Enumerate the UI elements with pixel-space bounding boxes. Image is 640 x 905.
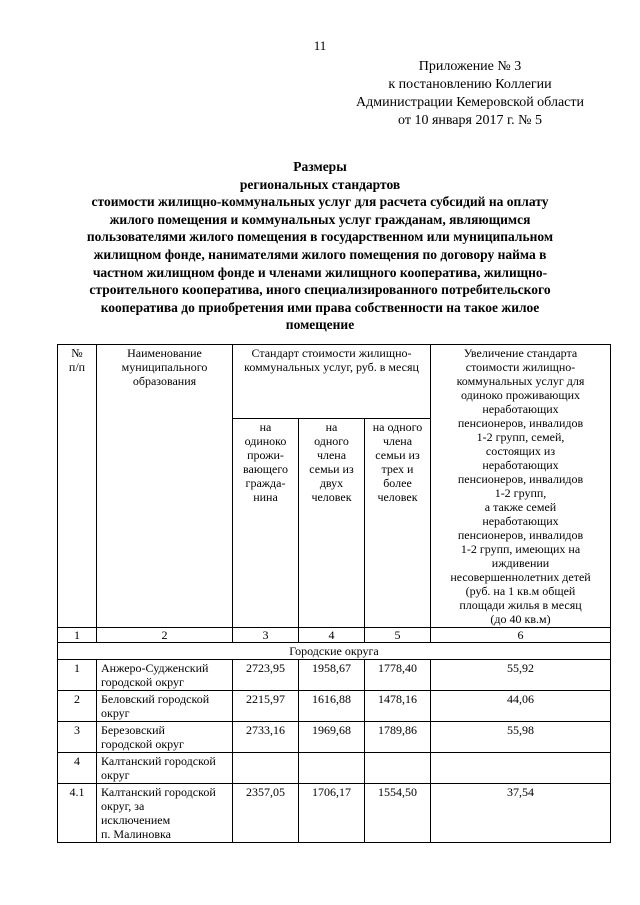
appendix-line: от 10 января 2017 г. № 5 bbox=[398, 113, 542, 128]
title-line: региональных стандартов bbox=[239, 176, 401, 192]
row-value-three bbox=[365, 753, 431, 784]
table-row bbox=[58, 660, 611, 691]
column-index-row bbox=[58, 628, 611, 643]
header-sub-single: на одиноко прожи- вающего гражда- нина bbox=[233, 419, 299, 628]
row-name: Беловский городской округ bbox=[97, 691, 233, 722]
row-value-two: 1969,68 bbox=[299, 722, 365, 753]
appendix-line: к постановлению Коллегии bbox=[388, 77, 552, 92]
appendix-line: Администрации Кемеровской области bbox=[356, 95, 584, 110]
row-increase: 44,06 bbox=[431, 691, 611, 722]
title-line: жилого помещения и коммунальных услуг гражданам, являющимся bbox=[109, 211, 531, 227]
row-name: Березовский городской округ bbox=[97, 722, 233, 753]
header-sub-three: на одного члена семьи из трех и более человек bbox=[365, 419, 431, 628]
row-value-single: 2357,05 bbox=[233, 784, 299, 843]
column-index: 2 bbox=[97, 628, 233, 643]
row-value-single bbox=[233, 753, 299, 784]
row-increase: 37,54 bbox=[431, 784, 611, 843]
row-num: 4 bbox=[58, 753, 97, 784]
row-value-single: 2733,16 bbox=[233, 722, 299, 753]
row-value-two bbox=[299, 753, 365, 784]
row-name: Калтанский городской округ, за исключением п. Малиновка bbox=[97, 784, 233, 843]
title-line: жилищном фонде, нанимателями жилого помещения по договору найма в bbox=[93, 246, 547, 262]
standards-table bbox=[57, 344, 611, 843]
table-row bbox=[58, 753, 611, 784]
table-row bbox=[58, 784, 611, 843]
row-name: Калтанский городской округ bbox=[97, 753, 233, 784]
row-name: Анжеро-Судженский городской округ bbox=[97, 660, 233, 691]
row-value-three: 1478,16 bbox=[365, 691, 431, 722]
column-index: 5 bbox=[365, 628, 431, 643]
title-line: Размеры bbox=[293, 159, 347, 174]
title-line: пользователями жилого помещения в государственном или муниципальном bbox=[86, 229, 554, 245]
row-increase: 55,92 bbox=[431, 660, 611, 691]
row-value-two: 1958,67 bbox=[299, 660, 365, 691]
column-index: 6 bbox=[431, 628, 611, 643]
row-value-single: 2215,97 bbox=[233, 691, 299, 722]
row-num: 3 bbox=[58, 722, 97, 753]
row-num: 2 bbox=[58, 691, 97, 722]
header-increase: Увеличение стандарта стоимости жилищно- коммунальных услуг для одиноко проживающих неработающих пенсионеров, инвалидов 1-2 групп, семей, состоящих из неработающих пенсионеров, инвалидов 1-2 групп, а также семей неработающих пенсионеров, инвалидов 1-2 групп, имеющих на иждивении несовершеннолетних детей (руб. на 1 кв.м общей площади жилья в месяц (до 40 кв.м) bbox=[431, 345, 611, 628]
header-num: № п/п bbox=[58, 345, 97, 628]
table-row bbox=[58, 722, 611, 753]
row-value-single: 2723,95 bbox=[233, 660, 299, 691]
row-value-two: 1616,88 bbox=[299, 691, 365, 722]
row-value-three: 1778,40 bbox=[365, 660, 431, 691]
row-increase: 55,98 bbox=[431, 722, 611, 753]
header-standard: Стандарт стоимости жилищно- коммунальных услуг, руб. в месяц bbox=[233, 345, 431, 419]
title-line: частном жилищном фонде и членами жилищного кооператива, жилищно- bbox=[92, 264, 548, 280]
appendix-line: Приложение № 3 bbox=[418, 59, 522, 74]
column-index: 1 bbox=[58, 628, 97, 643]
column-index: 4 bbox=[299, 628, 365, 643]
header-sub-two: на одного члена семьи из двух человек bbox=[299, 419, 365, 628]
column-index: 3 bbox=[233, 628, 299, 643]
row-value-three: 1554,50 bbox=[365, 784, 431, 843]
row-value-three: 1789,86 bbox=[365, 722, 431, 753]
title-line: строительного кооператива, иного специализированного потребительского bbox=[89, 282, 551, 298]
header-name: Наименование муниципального образования bbox=[97, 345, 233, 628]
page-number: 11 bbox=[313, 38, 327, 53]
document-title bbox=[70, 158, 570, 334]
table-row bbox=[58, 691, 611, 722]
appendix-block bbox=[340, 58, 600, 130]
row-value-two: 1706,17 bbox=[299, 784, 365, 843]
row-num: 1 bbox=[58, 660, 97, 691]
row-num: 4.1 bbox=[58, 784, 97, 843]
group-label: Городские округа bbox=[58, 643, 611, 660]
group-row bbox=[58, 643, 611, 660]
title-line: помещение bbox=[285, 317, 355, 333]
row-increase bbox=[431, 753, 611, 784]
title-line: кооператива до приобретения ими права собственности на такое жилое bbox=[100, 299, 540, 315]
title-line: стоимости жилищно-коммунальных услуг для расчета субсидий на оплату bbox=[91, 194, 549, 210]
